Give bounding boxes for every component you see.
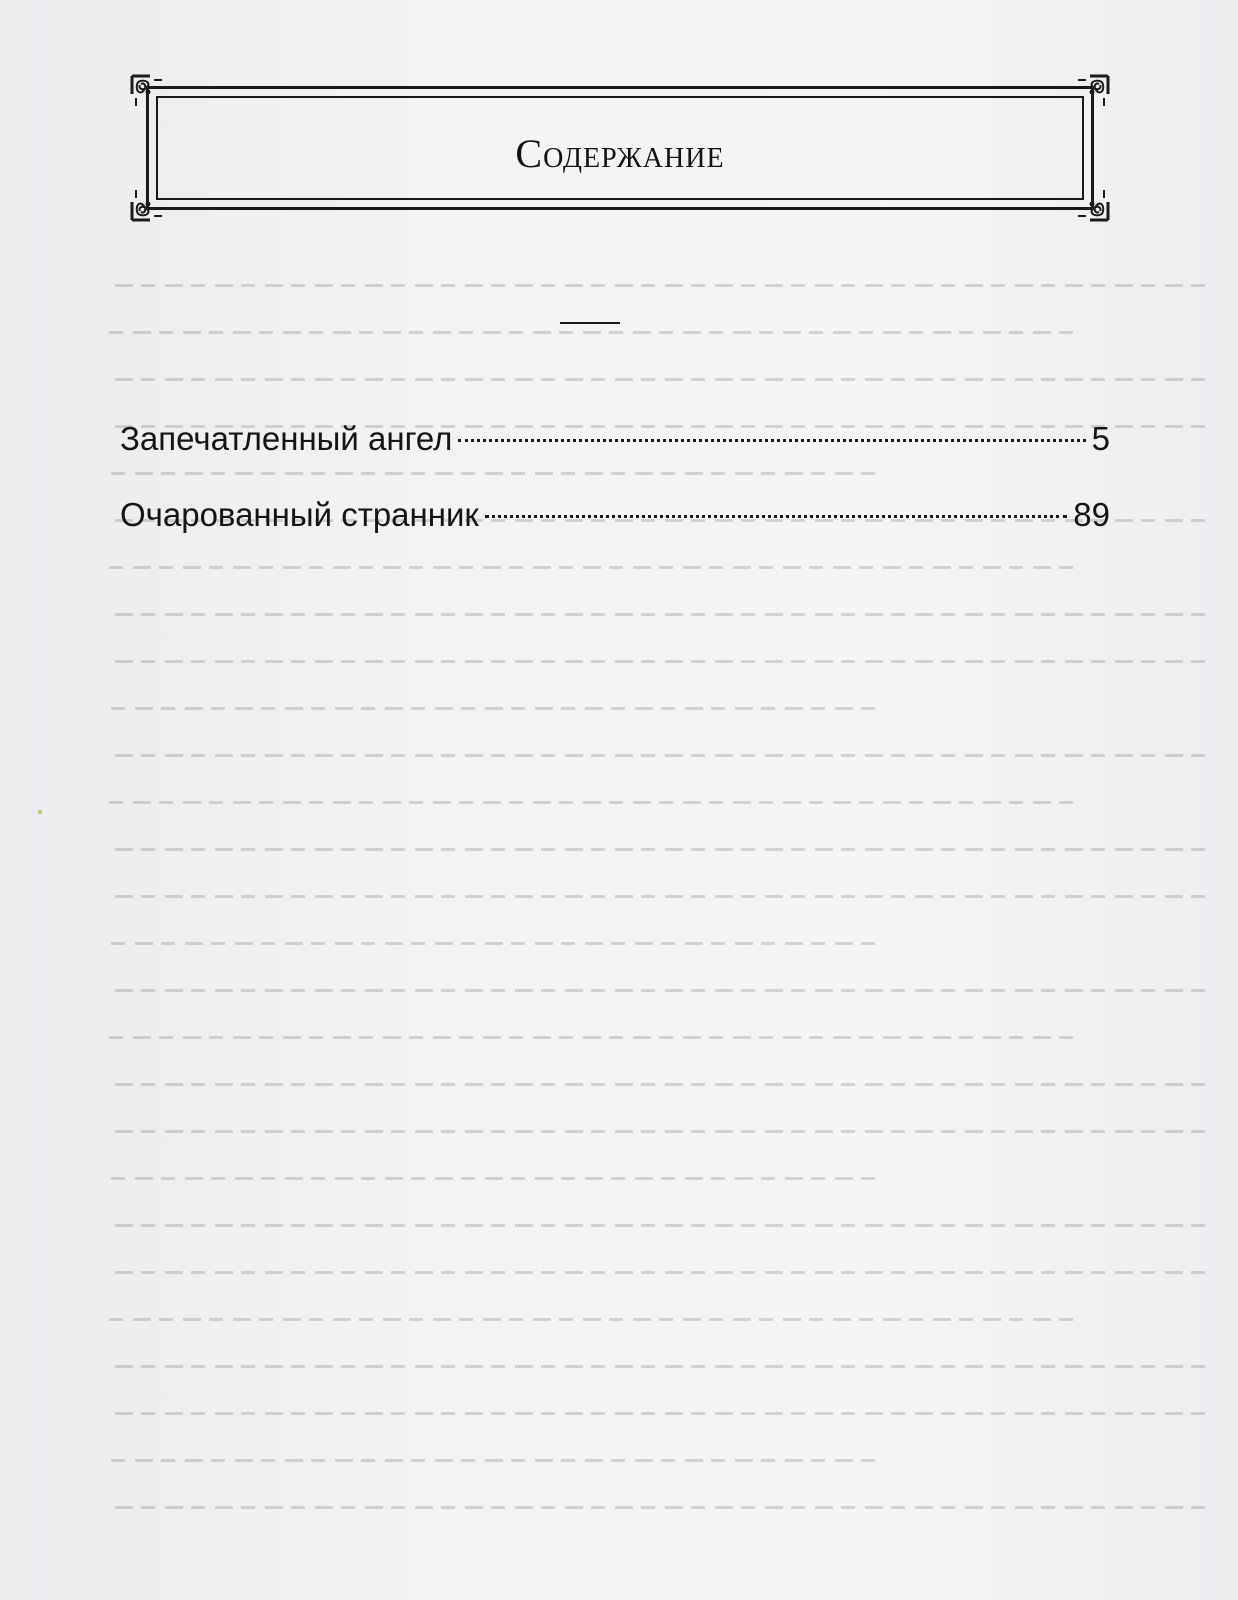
divider-rule (560, 322, 620, 324)
ornament-flourish-icon (1066, 178, 1112, 224)
ornament-flourish-icon (128, 72, 174, 118)
toc-entry-title: Запечатленный ангел (120, 420, 453, 457)
title-frame (128, 72, 1112, 224)
ornament-flourish-icon (1066, 72, 1112, 118)
toc-entry[interactable] (120, 420, 1110, 466)
table-of-contents (120, 420, 1110, 572)
toc-entry[interactable] (120, 496, 1110, 542)
dot-leader (458, 439, 1085, 442)
toc-entry-title: Очарованный странник (120, 496, 479, 533)
toc-entry-page: 5 (1091, 420, 1110, 457)
page-title: Содержание (515, 131, 725, 176)
paper-speck (38, 810, 42, 814)
ornament-flourish-icon (128, 178, 174, 224)
toc-entry-page: 89 (1073, 496, 1110, 533)
dot-leader (485, 515, 1067, 518)
